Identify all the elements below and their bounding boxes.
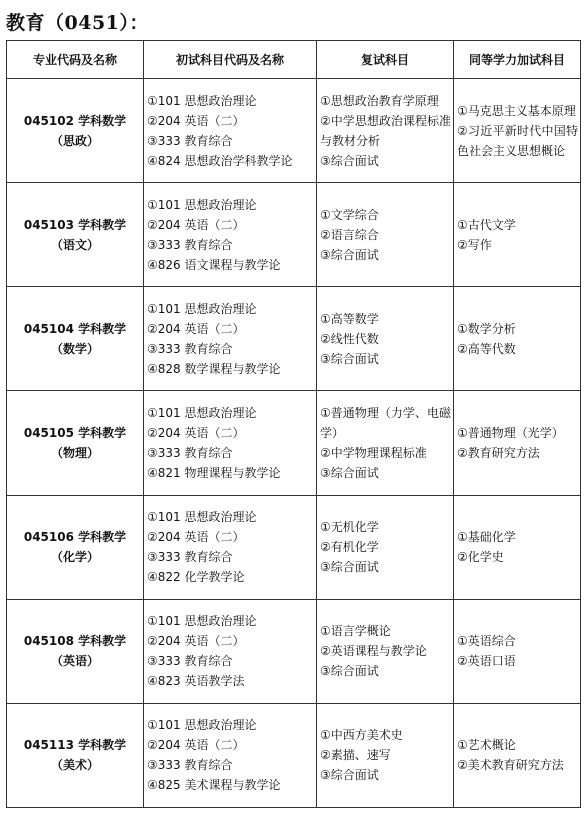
equivalent-exam-subject: ②化学史 [457,550,504,565]
header-major: 专业代码及名称 [7,41,144,79]
major-cell [7,495,144,599]
initial-exam-subject: ③333 教育综合 [147,133,233,148]
major-code-name: 045102 学科数学 [23,113,127,128]
equivalent-exam-cell-list [454,423,580,463]
initial-exam-cell-list [144,91,316,171]
initial-exam-cell [144,495,317,599]
retest-subject: ①中西方美术史 [320,728,403,743]
initial-exam-subject: ③333 教育综合 [147,654,233,669]
retest-cell [317,391,454,495]
initial-exam-subject: ①101 思想政治理论 [147,93,257,108]
initial-exam-subject: ④826 语文课程与教学论 [147,257,281,272]
initial-exam-subject: ②204 英语（二） [147,113,245,128]
retest-subject: ③综合面试 [320,560,379,575]
table-row [7,703,581,807]
retest-subject: ①思想政治教育学原理 [320,93,439,108]
initial-exam-subject: ①101 思想政治理论 [147,197,257,212]
equivalent-exam-subject: ②英语口语 [457,654,516,669]
retest-subject: ③综合面试 [320,768,379,783]
retest-cell [317,495,454,599]
table-header-row [7,41,581,79]
equivalent-exam-subject: ②美术教育研究方法 [457,758,564,773]
retest-subject: ②素描、速写 [320,748,391,763]
major-code-name: 045108 学科教学 [23,634,127,649]
major-direction: （物理） [50,445,99,460]
initial-exam-subject: ②204 英语（二） [147,530,245,545]
initial-exam-subject: ①101 思想政治理论 [147,718,257,733]
equivalent-exam-cell-list [454,631,580,671]
initial-exam-subject: ②204 英语（二） [147,425,245,440]
equivalent-exam-cell [454,391,581,495]
equivalent-exam-subject: ①艺术概论 [457,738,516,753]
equivalent-exam-subject: ①古代文学 [457,217,516,232]
retest-subject: ②英语课程与教学论 [320,644,427,659]
equivalent-exam-cell [454,183,581,287]
initial-exam-cell-list [144,403,316,483]
equivalent-exam-subject: ②习近平新时代中国特色社会主义思想概论 [457,123,578,158]
major-direction: （化学） [50,550,99,565]
equivalent-exam-subject: ①普通物理（光学） [457,425,564,440]
header-equivalent-exam: 同等学力加试科目 [454,41,581,79]
initial-exam-subject: ④822 化学教学论 [147,570,245,585]
retest-cell-list [317,403,453,483]
retest-cell-list [317,517,453,577]
major-code-name: 045103 学科教学 [23,217,127,232]
retest-subject: ①高等数学 [320,311,379,326]
retest-subject: ③综合面试 [320,664,379,679]
initial-exam-cell [144,287,317,391]
major-cell [7,287,144,391]
retest-cell [317,599,454,703]
equivalent-exam-subject: ①英语综合 [457,634,516,649]
major-direction: （思政） [50,133,99,148]
retest-cell-list [317,725,453,785]
retest-subject: ②中学物理课程标准 [320,445,427,460]
initial-exam-subject: ④825 美术课程与教学论 [147,778,281,793]
retest-subject: ③综合面试 [320,351,379,366]
initial-exam-subject: ③333 教育综合 [147,341,233,356]
retest-cell-list [317,205,453,265]
retest-subject: ①语言学概论 [320,624,391,639]
major-direction: （数学） [50,341,99,356]
major-cell [7,599,144,703]
initial-exam-cell-list [144,507,316,587]
major-code-name: 045113 学科教学 [23,738,127,753]
initial-exam-cell-list [144,715,316,795]
equivalent-exam-cell [454,287,581,391]
page-title: 教育（0451）： [6,12,149,34]
initial-exam-cell-list [144,195,316,275]
equivalent-exam-subject: ②写作 [457,237,492,252]
retest-cell [317,79,454,183]
retest-cell-list [317,621,453,681]
equivalent-exam-cell [454,703,581,807]
retest-cell [317,183,454,287]
major-code-name: 045106 学科教学 [23,530,127,545]
equivalent-exam-cell-list [454,215,580,255]
equivalent-exam-subject: ①基础化学 [457,530,516,545]
initial-exam-subject: ④823 英语教学法 [147,674,245,689]
initial-exam-cell [144,599,317,703]
retest-subject: ③综合面试 [320,247,379,262]
retest-subject: ③综合面试 [320,153,379,168]
initial-exam-cell [144,391,317,495]
initial-exam-subject: ③333 教育综合 [147,237,233,252]
retest-cell-list [317,309,453,369]
retest-subject: ②中学思想政治课程标准与教材分析 [320,113,451,148]
major-cell [7,79,144,183]
retest-cell [317,703,454,807]
equivalent-exam-subject: ②高等代数 [457,341,516,356]
initial-exam-subject: ④828 数学课程与教学论 [147,361,281,376]
major-code-name: 045105 学科教学 [23,425,127,440]
initial-exam-subject: ①101 思想政治理论 [147,301,257,316]
initial-exam-subject: ②204 英语（二） [147,634,245,649]
retest-subject: ①无机化学 [320,520,379,535]
equivalent-exam-subject: ①数学分析 [457,321,516,336]
header-retest: 复试科目 [317,41,454,79]
retest-cell [317,287,454,391]
major-direction: （语文） [50,237,99,252]
initial-exam-subject: ③333 教育综合 [147,758,233,773]
initial-exam-subject: ①101 思想政治理论 [147,614,257,629]
table-row [7,287,581,391]
equivalent-exam-cell [454,79,581,183]
table-row [7,79,581,183]
initial-exam-subject: ③333 教育综合 [147,550,233,565]
initial-exam-cell-list [144,299,316,379]
major-code-name: 045104 学科教学 [23,321,127,336]
retest-subject: ③综合面试 [320,465,379,480]
initial-exam-cell [144,79,317,183]
equivalent-exam-cell [454,599,581,703]
retest-subject: ①文学综合 [320,207,379,222]
major-direction: （美术） [50,758,99,773]
equivalent-exam-cell-list [454,319,580,359]
table-body [7,79,581,808]
major-direction: （英语） [50,654,99,669]
initial-exam-subject: ②204 英语（二） [147,738,245,753]
major-cell [7,703,144,807]
major-cell [7,391,144,495]
table-row [7,391,581,495]
initial-exam-subject: ④821 物理课程与教学论 [147,465,281,480]
equivalent-exam-cell [454,495,581,599]
retest-subject: ②有机化学 [320,540,379,555]
initial-exam-subject: ②204 英语（二） [147,321,245,336]
retest-subject: ②语言综合 [320,227,379,242]
equivalent-exam-cell-list [454,101,580,161]
header-initial-exam: 初试科目代码及名称 [144,41,317,79]
equivalent-exam-subject: ②教育研究方法 [457,445,540,460]
initial-exam-subject: ①101 思想政治理论 [147,405,257,420]
initial-exam-cell [144,703,317,807]
initial-exam-subject: ①101 思想政治理论 [147,510,257,525]
equivalent-exam-subject: ①马克思主义基本原理 [457,103,576,118]
table-row [7,495,581,599]
initial-exam-cell [144,183,317,287]
initial-exam-cell-list [144,611,316,691]
initial-exam-subject: ④824 思想政治学科教学论 [147,153,293,168]
retest-cell-list [317,91,453,171]
initial-exam-subject: ③333 教育综合 [147,445,233,460]
initial-exam-subject: ②204 英语（二） [147,217,245,232]
table-row [7,183,581,287]
exam-subjects-table [6,40,581,808]
equivalent-exam-cell-list [454,527,580,567]
equivalent-exam-cell-list [454,735,580,775]
retest-subject: ②线性代数 [320,331,379,346]
retest-subject: ①普通物理（力学、电磁学） [320,405,451,440]
table-row [7,599,581,703]
major-cell [7,183,144,287]
